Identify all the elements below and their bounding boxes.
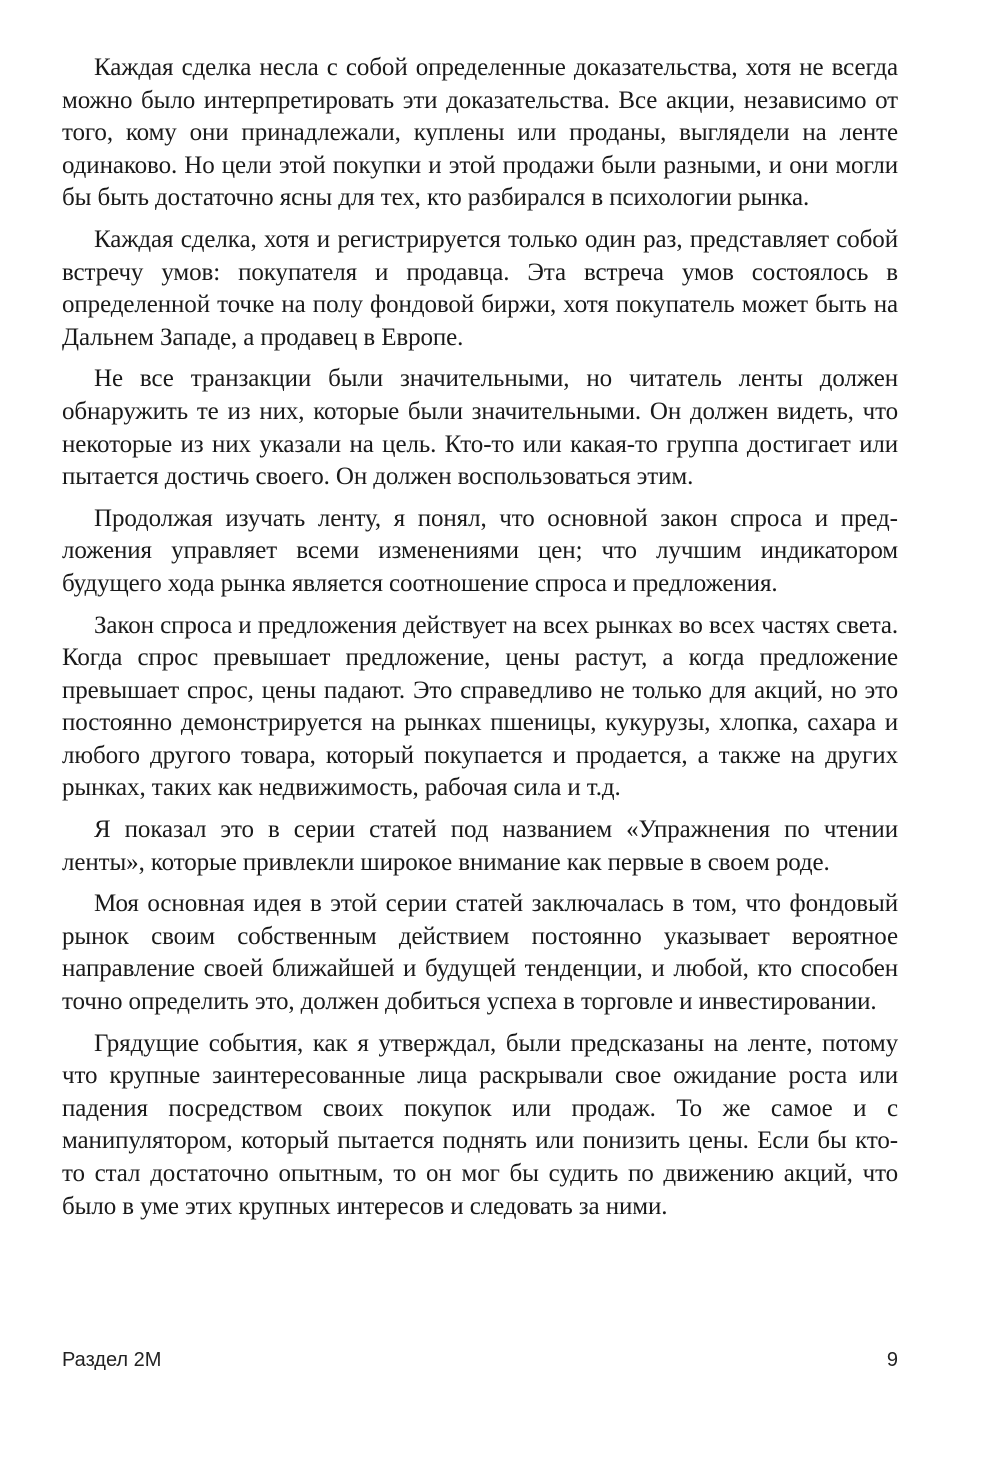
page-footer bbox=[62, 1349, 898, 1379]
paragraph: Моя основная идея в этой серии статей заключалась в том, что фондовый рынок своим собственным действием постоянно указывает вероятное направление своей ближайшей и будущей тенденции, и любой, кто способен точно определить это, должен добиться успеха в торговле и инвестировании. bbox=[62, 890, 898, 1016]
paragraph: Каждая сделка, хотя и регистрируется только один раз, представляет собой встречу умов: покупателя и продавца. Эта встреча умов состоялось в определенной точке на полу фондовой биржи, хотя покупатель может быть на Дальнем Западе, а продавец в Европе. bbox=[62, 225, 898, 351]
paragraph: Грядущие события, как я утверждал, были предсказаны на ленте, потому что крупные заинтересованные лица раскрывали свое ожидание роста или падения посредством своих покупок или продаж. То же самое и с манипулятором, который пытается поднять или понизить цены. Если бы кто-то стал достаточно опытным, то он мог бы судить по движению акций, что было в уме этих крупных интересов и следовать за ними. bbox=[62, 1029, 898, 1220]
paragraph: Продолжая изучать ленту, я понял, что основной закон спроса и предложения управляет всеми изменениями цен; что лучшим индикатором будущего хода рынка является соотношение спроса и предложения. bbox=[62, 504, 898, 597]
paragraph: Не все транзакции были значительными, но читатель ленты должен обнаружить те из них, которые были значительными. Он должен видеть, что некоторые из них указали на цель. Кто-то или какая-то группа достигает или пытается достичь своего. Он должен воспользоваться этим. bbox=[62, 365, 898, 491]
paragraph: Каждая сделка несла с собой определенные доказательства, хотя не всегда можно было интерпретировать эти доказательства. Все акции, независимо от того, кому они принадлежали, куплены или проданы, выглядели на ленте одинаково. Но цели этой покупки и этой продажи были разными, и они могли бы быть достаточно ясны для тех, кто разбирался в психологии рынка. bbox=[62, 54, 898, 212]
paragraph: Я показал это в серии статей под названием «Упражнения по чтении ленты», которые привлекли широкое внимание как первые в своем роде. bbox=[62, 816, 898, 876]
page-number: 9 bbox=[886, 1349, 898, 1371]
section-label: Раздел 2М bbox=[62, 1349, 162, 1371]
paragraph: Закон спроса и предложения действует на всех рынках во всех частях света. Когда спрос превышает предложение, цены растут, а когда предложение превышает спрос, цены падают. Это справедливо не только для акций, но это постоянно демонстрируется на рынках пшеницы, кукурузы, хлопка, сахара и любого другого товара, который покупается и продается, а также на других рынках, таких как недвижимость, рабочая сила и т.д. bbox=[62, 611, 898, 802]
body-text bbox=[62, 52, 898, 1232]
